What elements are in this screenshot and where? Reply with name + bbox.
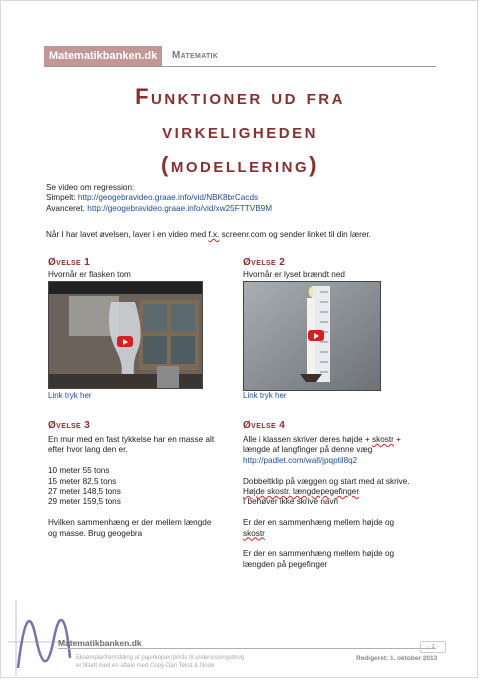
- header-subject: Matematik: [172, 50, 219, 61]
- exercise-1-link[interactable]: Link tryk her: [48, 391, 92, 400]
- text: +: [393, 435, 401, 444]
- header-brand: Matematikbanken.dk: [44, 46, 162, 66]
- text: skostr: [372, 435, 394, 444]
- simple-video-link[interactable]: http://geogebravideo.graae.info/vid/NBK8brCacds: [77, 193, 259, 203]
- exercise-4-line: længden på pegefinger: [243, 559, 328, 569]
- exercise-4-line: Dobbeltklip på væggen og start med at skrive.: [243, 476, 410, 486]
- exercise-4-title: Øvelse 4: [243, 420, 286, 431]
- exercise-4-line: [243, 435, 410, 445]
- footer-brand: Matematikbanken.dk: [58, 638, 142, 648]
- exercise-3-text: En mur med en fast tykkelse har en masse alt: [48, 435, 215, 444]
- exercise-4-line: Er der en sammenhæng mellem højde og: [243, 549, 395, 559]
- exercise-2-desc: Hvornår er lyset brændt ned: [243, 270, 345, 279]
- padlet-link[interactable]: http://padlet.com/wall/jpqptil8q2: [243, 455, 358, 465]
- exercise-4-line: I behøver ikke skrive navn: [243, 497, 339, 507]
- exercise-1-title: Øvelse 1: [48, 257, 91, 268]
- title-line-3: (modellering): [161, 152, 319, 177]
- page-title: [60, 80, 420, 182]
- exercise-1-video[interactable]: [48, 281, 203, 389]
- data-row: 27 meter 148,5 tons: [48, 487, 121, 497]
- exercise-2-video[interactable]: [243, 281, 381, 391]
- exercise-3-question: Hvilken sammenhæng er der mellem længde: [48, 518, 212, 528]
- footer-copyright-2: er tilladt med en aftale med Copy-Dan Tekst & Node: [76, 663, 215, 669]
- page-number: - 1 -: [420, 641, 446, 653]
- exercise-4-line: skostr: [243, 528, 265, 538]
- title-line-2: virkeligheden: [162, 118, 318, 143]
- text: Alle i klassen skriver deres højde +: [243, 435, 373, 444]
- exercise-4-line: Højde skostr. længdepegefinger: [243, 487, 360, 497]
- footer-updated: Redigeret: 1. oktober 2013: [356, 655, 438, 662]
- advanced-video-line: [46, 204, 272, 214]
- footer-copyright-1: Eksemplarfremstilling af papirkopier/prints til undervisningsbrug: [76, 655, 245, 661]
- header-rule: [44, 66, 436, 67]
- simple-video-line: [46, 193, 272, 203]
- data-row: 15 meter 82,5 tons: [48, 476, 117, 486]
- simple-label: Simpelt:: [46, 193, 78, 203]
- intro-line: Se video om regression:: [46, 183, 135, 192]
- advanced-video-link[interactable]: http://geogebravideo.graae.info/vid/xw25FTTVB9M: [87, 203, 273, 213]
- exercise-2-link[interactable]: Link tryk her: [243, 391, 287, 400]
- exercise-4-line: længde af langfinger på denne væg: [243, 445, 373, 455]
- exercise-3-text: efter hvor lang den er.: [48, 445, 128, 455]
- instruction-part-2: screenr.com og sender linket til din lærer.: [219, 230, 371, 239]
- instruction-fx: f.x.: [208, 230, 220, 239]
- exercise-3-body: [48, 435, 214, 539]
- data-row: 29 meter 159,5 tons: [48, 497, 121, 507]
- exercise-1-desc: Hvornår er flasken tom: [48, 270, 131, 279]
- play-icon[interactable]: [117, 336, 133, 347]
- exercise-3-question: og masse. Brug geogebra: [48, 528, 143, 538]
- footer-rule: [58, 648, 436, 649]
- play-icon[interactable]: [308, 330, 324, 341]
- video-1-thumbnail: [49, 282, 202, 388]
- advanced-label: Avanceret.: [46, 203, 88, 213]
- exercise-4-body: [243, 435, 410, 570]
- instruction-part-1: Når I har lavet øvelsen, laver i en video med: [46, 230, 209, 239]
- exercise-4-line: Er der en sammenhæng mellem højde og: [243, 518, 395, 528]
- exercise-3-title: Øvelse 3: [48, 420, 91, 431]
- data-row: 10 meter 55 tons: [48, 466, 110, 476]
- exercise-2-title: Øvelse 2: [243, 257, 286, 268]
- instruction-text: [46, 230, 371, 240]
- title-line-1: Funktioner ud fra: [135, 84, 345, 109]
- intro-block: [46, 183, 272, 214]
